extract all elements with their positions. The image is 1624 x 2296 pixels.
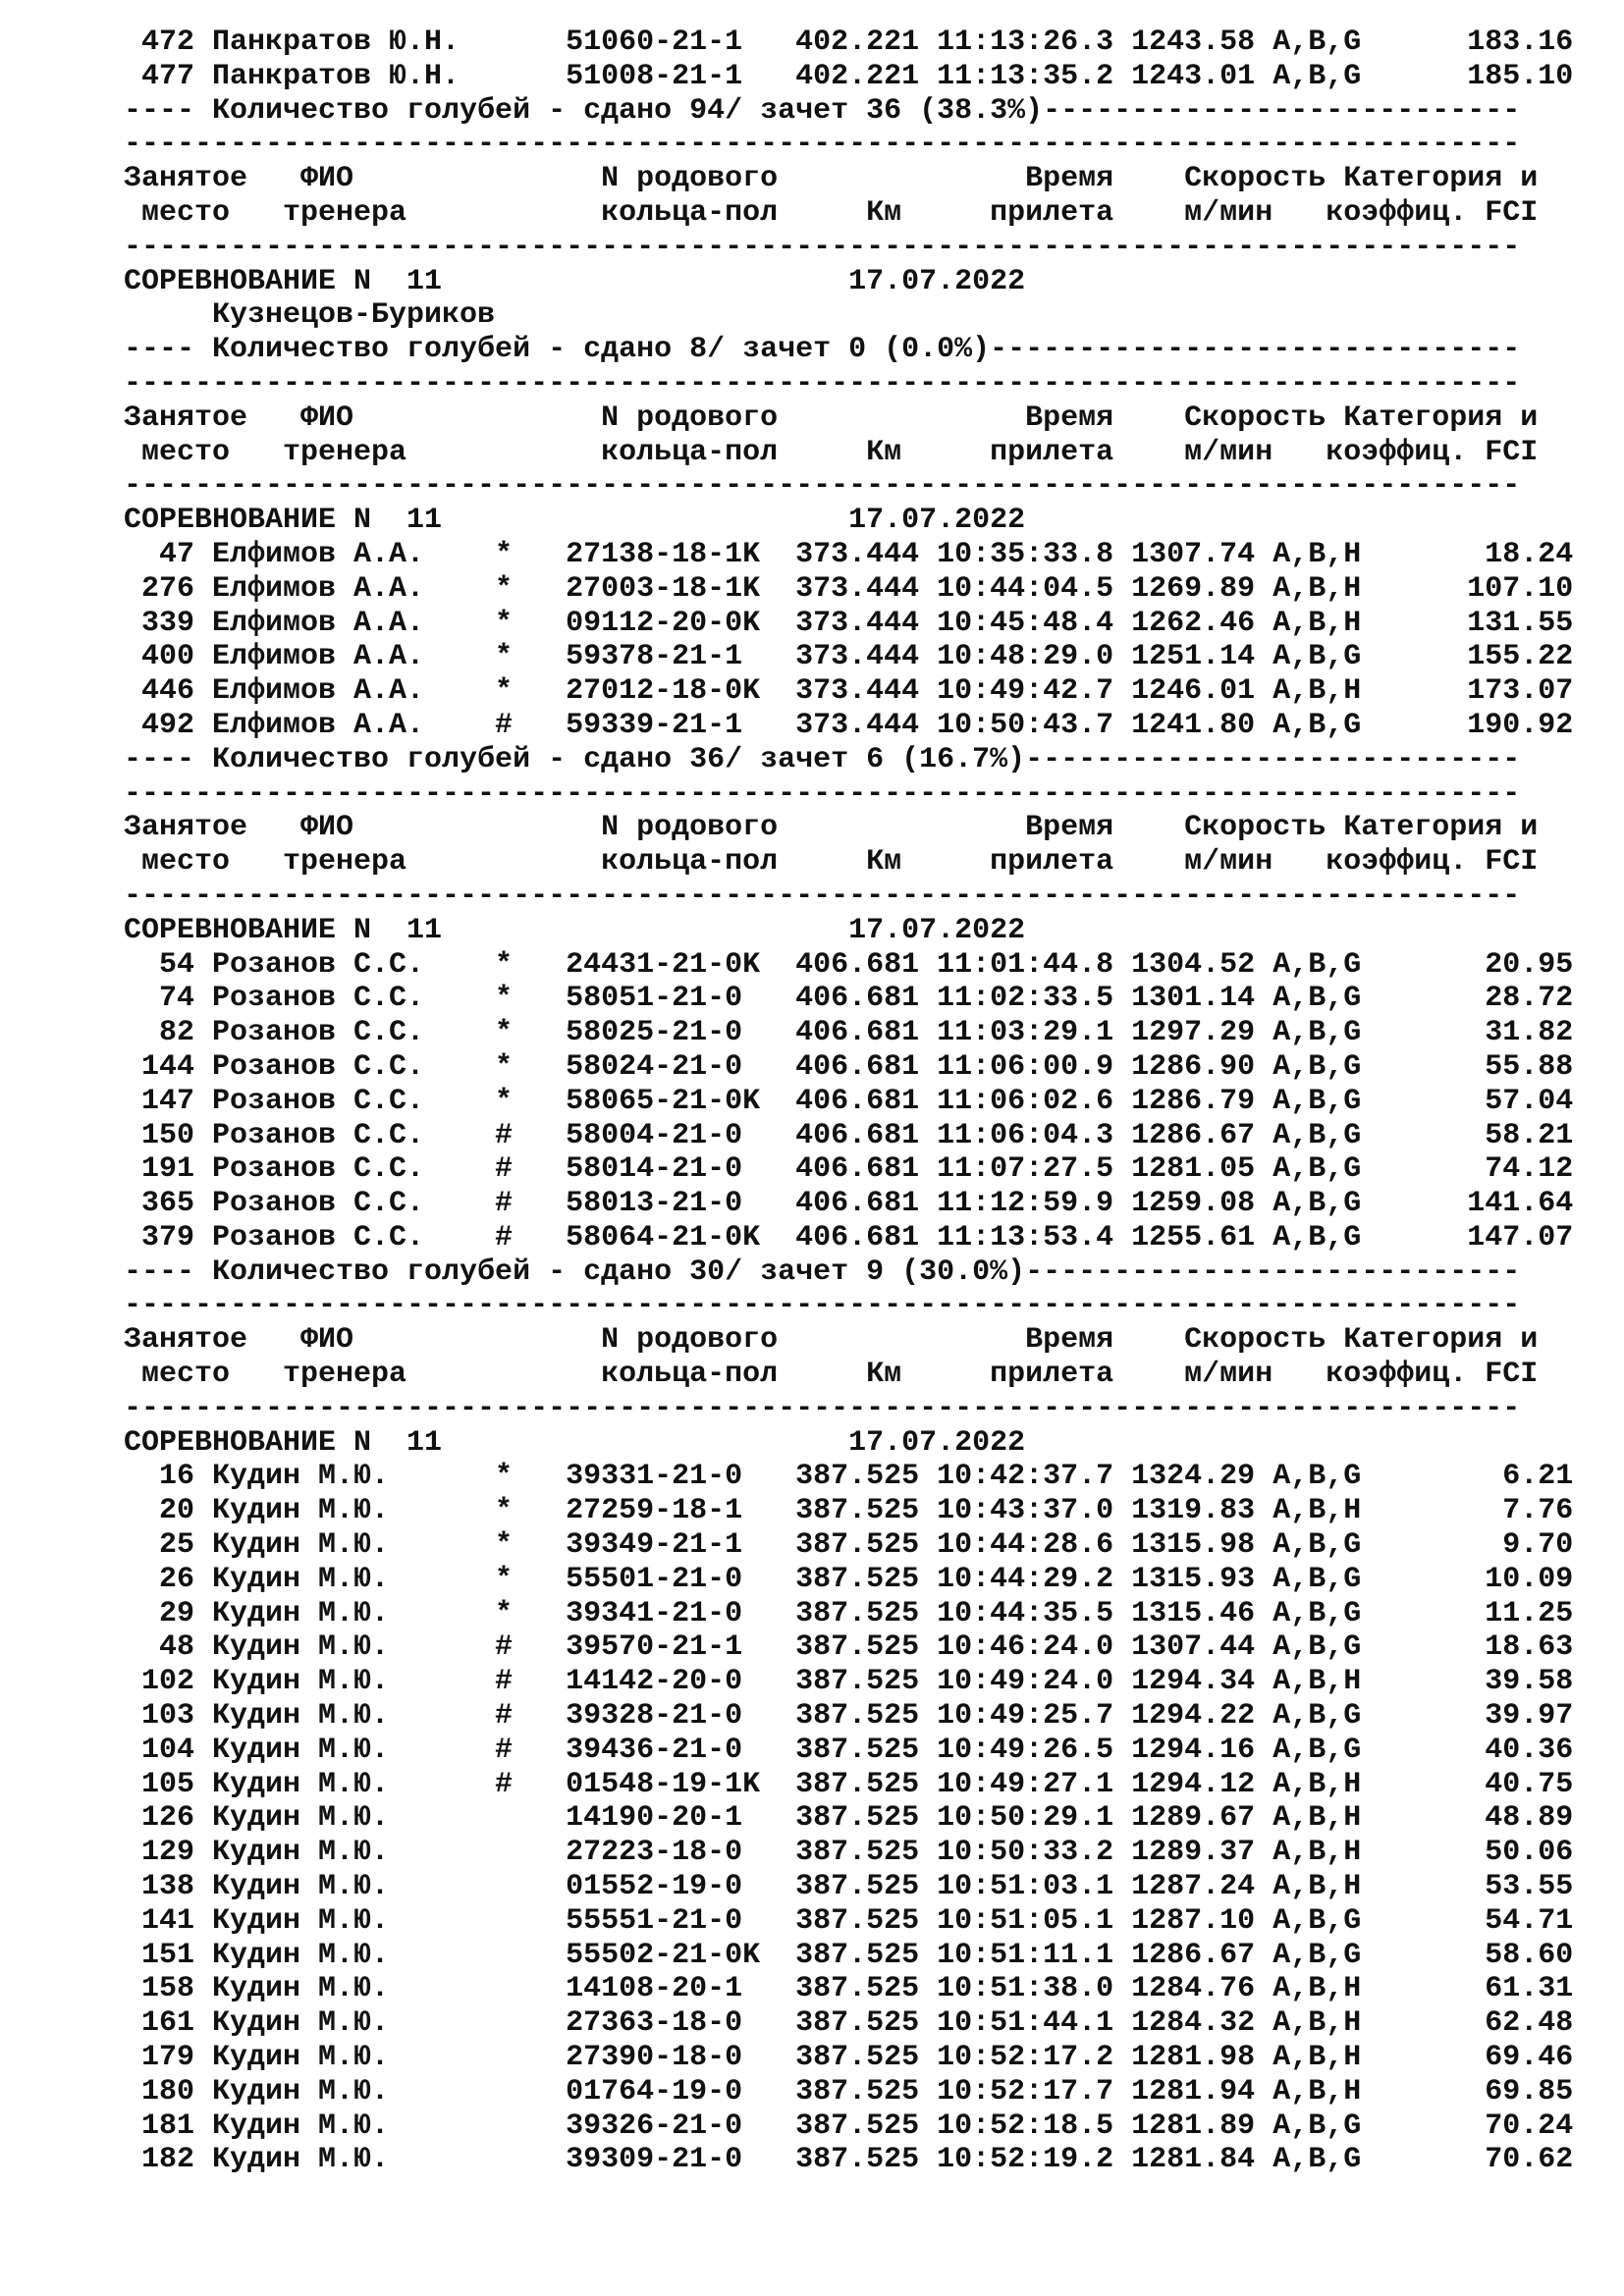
result-row: 446 Елфимов А.А. * 27012-18-0K 373.444 10:49:42.7 1246.01 A,B,H 173.07 bbox=[124, 674, 1574, 709]
divider-line: ------------------------------------------------------------------------------- bbox=[124, 230, 1521, 264]
column-header-line-1: Занятое ФИО N родового Время Скорость Категория и bbox=[124, 162, 1539, 196]
divider-line: ------------------------------------------------------------------------------- bbox=[124, 1289, 1521, 1323]
result-row: 339 Елфимов А.А. * 09112-20-0K 373.444 10:45:48.4 1262.46 A,B,H 131.55 bbox=[124, 606, 1574, 640]
trainer-name: Кузнецов-Буриков bbox=[124, 298, 496, 333]
result-row: 29 Кудин М.Ю. * 39341-21-0 387.525 10:44:35.5 1315.46 A,B,G 11.25 bbox=[124, 1596, 1574, 1630]
column-header-line-2: место тренера кольца-пол Км прилета м/мин коэффиц. FCI bbox=[124, 435, 1539, 469]
result-row: 25 Кудин М.Ю. * 39349-21-1 387.525 10:44:28.6 1315.98 A,B,G 9.70 bbox=[124, 1528, 1574, 1563]
result-row: 147 Розанов С.С. * 58065-21-0K 406.681 11:06:02.6 1286.79 A,B,G 57.04 bbox=[124, 1084, 1574, 1118]
result-row: 16 Кудин М.Ю. * 39331-21-0 387.525 10:42:37.7 1324.29 A,B,G 6.21 bbox=[124, 1460, 1574, 1494]
result-row: 161 Кудин М.Ю. 27363-18-0 387.525 10:51:44.1 1284.32 A,B,H 62.48 bbox=[124, 2006, 1574, 2041]
result-row: 74 Розанов С.С. * 58051-21-0 406.681 11:02:33.5 1301.14 A,B,G 28.72 bbox=[124, 982, 1574, 1016]
result-row: 82 Розанов С.С. * 58025-21-0 406.681 11:03:29.1 1297.29 A,B,G 31.82 bbox=[124, 1016, 1574, 1050]
result-row: 102 Кудин М.Ю. # 14142-20-0 387.525 10:49:24.0 1294.34 A,B,H 39.58 bbox=[124, 1665, 1574, 1699]
result-row: 141 Кудин М.Ю. 55551-21-0 387.525 10:51:05.1 1287.10 A,B,G 54.71 bbox=[124, 1903, 1574, 1938]
divider-line: ------------------------------------------------------------------------------- bbox=[124, 1391, 1521, 1425]
result-row: 158 Кудин М.Ю. 14108-20-1 387.525 10:51:38.0 1284.76 A,B,H 61.31 bbox=[124, 1972, 1574, 2006]
result-row: 20 Кудин М.Ю. * 27259-18-1 387.525 10:43:37.0 1319.83 A,B,H 7.76 bbox=[124, 1494, 1574, 1528]
competition-title: СОРЕВНОВАНИЕ N 11 17.07.2022 bbox=[124, 264, 1026, 298]
divider-line: ------------------------------------------------------------------------------- bbox=[124, 469, 1521, 504]
result-row: 379 Розанов С.С. # 58064-21-0K 406.681 11:13:53.4 1255.61 A,B,G 147.07 bbox=[124, 1220, 1574, 1255]
divider-line: ------------------------------------------------------------------------------- bbox=[124, 879, 1521, 913]
competition-title: СОРЕВНОВАНИЕ N 11 17.07.2022 bbox=[124, 1425, 1026, 1460]
result-row: 472 Панкратов Ю.Н. 51060-21-1 402.221 11:13:26.3 1243.58 A,B,G 183.16 bbox=[124, 26, 1574, 59]
result-row: 126 Кудин М.Ю. 14190-20-1 387.525 10:50:29.1 1289.67 A,B,H 48.89 bbox=[124, 1801, 1574, 1836]
result-row: 129 Кудин М.Ю. 27223-18-0 387.525 10:50:33.2 1289.37 A,B,H 50.06 bbox=[124, 1836, 1574, 1870]
result-row: 26 Кудин М.Ю. * 55501-21-0 387.525 10:44:29.2 1315.93 A,B,G 10.09 bbox=[124, 1562, 1574, 1596]
result-row: 276 Елфимов А.А. * 27003-18-1K 373.444 10:44:04.5 1269.89 A,B,H 107.10 bbox=[124, 571, 1574, 606]
divider-line: ------------------------------------------------------------------------------- bbox=[124, 128, 1521, 162]
result-row: 48 Кудин М.Ю. # 39570-21-1 387.525 10:46:24.0 1307.44 A,B,G 18.63 bbox=[124, 1630, 1574, 1665]
result-row: 138 Кудин М.Ю. 01552-19-0 387.525 10:51:03.1 1287.24 A,B,H 53.55 bbox=[124, 1870, 1574, 1904]
divider-line: ------------------------------------------------------------------------------- bbox=[124, 776, 1521, 811]
result-row: 150 Розанов С.С. # 58004-21-0 406.681 11:06:04.3 1286.67 A,B,G 58.21 bbox=[124, 1118, 1574, 1152]
result-row: 180 Кудин М.Ю. 01764-19-0 387.525 10:52:17.7 1281.94 A,B,H 69.85 bbox=[124, 2074, 1574, 2109]
result-row: 365 Розанов С.С. # 58013-21-0 406.681 11:12:59.9 1259.08 A,B,G 141.64 bbox=[124, 1187, 1574, 1221]
result-row: 179 Кудин М.Ю. 27390-18-0 387.525 10:52:17.2 1281.98 A,B,H 69.46 bbox=[124, 2041, 1574, 2075]
column-header-line-1: Занятое ФИО N родового Время Скорость Категория и bbox=[124, 1323, 1539, 1358]
result-row: 105 Кудин М.Ю. # 01548-19-1K 387.525 10:49:27.1 1294.12 A,B,H 40.75 bbox=[124, 1767, 1574, 1801]
summary-line: ---- Количество голубей - сдано 36/ зачет 6 (16.7%)---------------------------- bbox=[124, 742, 1521, 776]
summary-line: ---- Количество голубей - сдано 30/ зачет 9 (30.0%)---------------------------- bbox=[124, 1255, 1521, 1289]
column-header-line-2: место тренера кольца-пол Км прилета м/мин коэффиц. FCI bbox=[124, 195, 1539, 230]
result-row: 477 Панкратов Ю.Н. 51008-21-1 402.221 11:13:35.2 1243.01 A,B,G 185.10 bbox=[124, 59, 1574, 93]
summary-line: ---- Количество голубей - сдано 94/ зачет 36 (38.3%)--------------------------- bbox=[124, 93, 1521, 128]
column-header-line-1: Занятое ФИО N родового Время Скорость Категория и bbox=[124, 811, 1539, 845]
result-row: 104 Кудин М.Ю. # 39436-21-0 387.525 10:49:26.5 1294.16 A,B,G 40.36 bbox=[124, 1733, 1574, 1767]
summary-line: ---- Количество голубей - сдано 8/ зачет 0 (0.0%)------------------------------ bbox=[124, 333, 1521, 367]
result-row: 144 Розанов С.С. * 58024-21-0 406.681 11:06:00.9 1286.90 A,B,G 55.88 bbox=[124, 1049, 1574, 1084]
result-row: 182 Кудин М.Ю. 39309-21-0 387.525 10:52:19.2 1281.84 A,B,G 70.62 bbox=[124, 2143, 1574, 2177]
column-header-line-1: Занятое ФИО N родового Время Скорость Категория и bbox=[124, 400, 1539, 435]
divider-line: ------------------------------------------------------------------------------- bbox=[124, 366, 1521, 400]
competition-title: СОРЕВНОВАНИЕ N 11 17.07.2022 bbox=[124, 913, 1026, 947]
column-header-line-2: место тренера кольца-пол Км прилета м/мин коэффиц. FCI bbox=[124, 845, 1539, 880]
competition-title: СОРЕВНОВАНИЕ N 11 17.07.2022 bbox=[124, 504, 1026, 538]
result-row: 47 Елфимов А.А. * 27138-18-1K 373.444 10:35:33.8 1307.74 A,B,H 18.24 bbox=[124, 537, 1574, 571]
result-row: 191 Розанов С.С. # 58014-21-0 406.681 11:07:27.5 1281.05 A,B,G 74.12 bbox=[124, 1152, 1574, 1187]
result-row: 54 Розанов С.С. * 24431-21-0K 406.681 11:01:44.8 1304.52 A,B,G 20.95 bbox=[124, 947, 1574, 982]
result-row: 103 Кудин М.Ю. # 39328-21-0 387.525 10:49:25.7 1294.22 A,B,G 39.97 bbox=[124, 1699, 1574, 1734]
column-header-line-2: место тренера кольца-пол Км прилета м/мин коэффиц. FCI bbox=[124, 1358, 1539, 1392]
result-row: 400 Елфимов А.А. * 59378-21-1 373.444 10:48:29.0 1251.14 A,B,G 155.22 bbox=[124, 640, 1574, 674]
results-document bbox=[124, 26, 1597, 2177]
result-row: 151 Кудин М.Ю. 55502-21-0K 387.525 10:51:11.1 1286.67 A,B,G 58.60 bbox=[124, 1938, 1574, 1972]
result-row: 492 Елфимов А.А. # 59339-21-1 373.444 10:50:43.7 1241.80 A,B,G 190.92 bbox=[124, 708, 1574, 742]
result-row: 181 Кудин М.Ю. 39326-21-0 387.525 10:52:18.5 1281.89 A,B,G 70.24 bbox=[124, 2109, 1574, 2143]
